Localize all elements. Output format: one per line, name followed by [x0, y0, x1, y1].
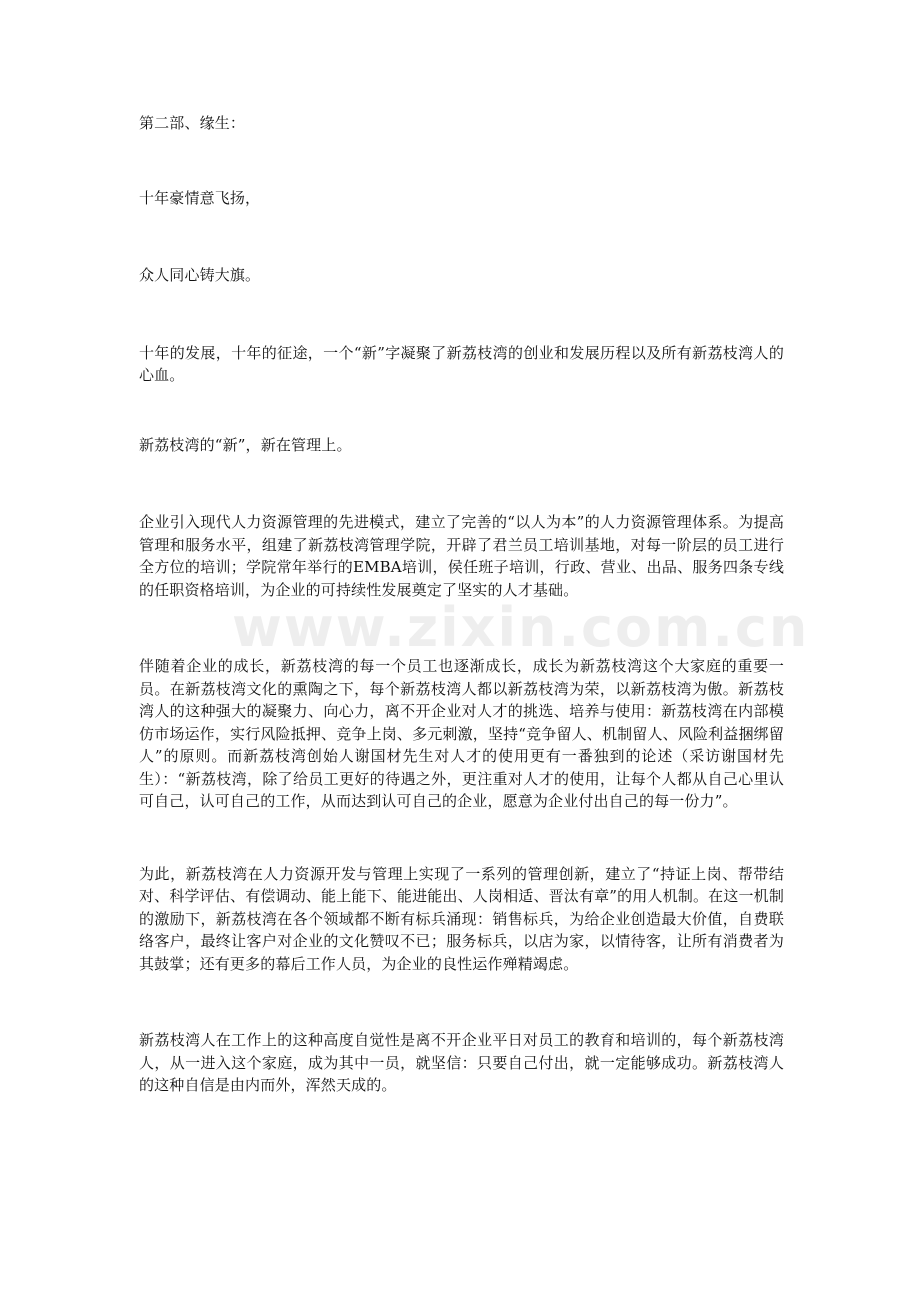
- paragraph-innovation: 为此，新荔枝湾在人力资源开发与管理上实现了一系列的管理创新，建立了“持证上岗、帮带结对、科学评估、有偿调动、能上能下、能进能出、人岗相适、晋汰有章”的用人机制。在这一机制的激励下，新荔枝湾在各个领域都不断有标兵涌现：销售标兵，为给企业创造最大价值，自费联络客户，最终让客户对企业的文化赞叹不已；服务标兵，以店为家，以情待客，让所有消费者为其鼓掌；还有更多的幕后工作人员，为企业的良性运作殚精竭虑。: [139, 864, 784, 973]
- section-heading: 第二部、缘生：: [139, 114, 246, 132]
- paragraph-intro: 十年的发展，十年的征途，一个“新”字凝聚了新荔枝湾的创业和发展历程以及所有新荔枝湾人的心血。: [139, 343, 784, 384]
- paragraph-hr-system: 企业引入现代人力资源管理的先进模式，建立了完善的“以人为本”的人力资源管理体系。为提高管理和服务水平，组建了新荔枝湾管理学院，开辟了君兰员工培训基地，对每一阶层的员工进行全方位的培训；学院常年举行的EMBA培训，侯任班子培训，行政、营业、出品、服务四条专线的任职资格培训，为企业的可持续性发展奠定了坚实的人才基础。: [139, 513, 784, 599]
- paragraph-self-confidence: 新荔枝湾人在工作上的这种高度自觉性是离不开企业平日对员工的教育和培训的，每个新荔枝湾人，从一进入这个家庭，成为其中一员，就坚信：只要自己付出，就一定能够成功。新荔枝湾人的这种自信是由内而外，浑然天成的。: [139, 1031, 784, 1094]
- verse-line-2: 众人同心铸大旗。: [139, 266, 261, 284]
- paragraph-management-heading: 新荔枝湾的“新”，新在管理上。: [139, 435, 352, 454]
- verse-line-1: 十年豪情意飞扬，: [139, 188, 261, 207]
- paragraph-employee-growth: 伴随着企业的成长，新荔枝湾的每一个员工也逐渐成长，成长为新荔枝湾这个大家庭的重要一员。在新荔枝湾文化的熏陶之下，每个新荔枝湾人都以新荔枝湾为荣，以新荔枝湾为傲。新荔枝湾人的这种强大的凝聚力、向心力，离不开企业对人才的挑选、培养与使用：新荔枝湾在内部模仿市场运作，实行风险抵押、竞争上岗、多元刺激，坚持“竞争留人、机制留人、风险利益捆绑留人”的原则。而新荔枝湾创始人谢国材先生对人才的使用更有一番独到的论述（采访谢国材先生）：“新荔枝湾，除了给员工更好的待遇之外，更注重对人才的使用，让每个人都从自己心里认可自己，认可自己的工作，从而达到认可自己的企业，愿意为企业付出自己的每一份力”。: [139, 657, 784, 810]
- watermark-text: www.zixin.com.cn: [232, 596, 810, 659]
- document-body: [139, 112, 810, 1097]
